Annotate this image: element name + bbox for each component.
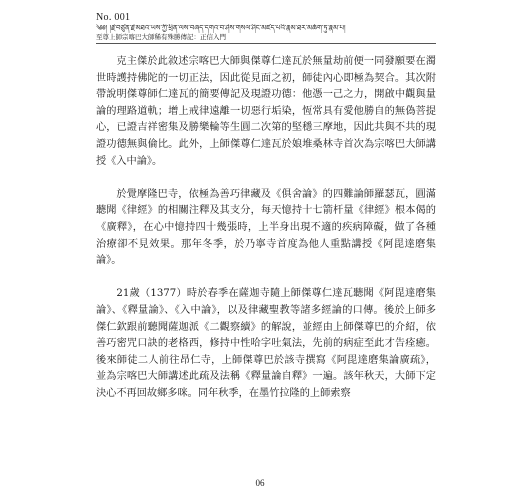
page-number: 06 [255,478,265,488]
header-rule [96,43,436,44]
paragraph-3: 21歲（1377）時於春季在薩迦寺隨上師傑尊仁達瓦聽聞《阿毘達磨集論》、《釋量論》、《入中論》，以及律藏聖教等諸多經論的口傳。後於上師多傑仁欽跟前聽聞薩迦派《二觀察續》的解說，並經由上師傑尊巴的介紹，依善巧密咒口訣的老格西，修持中性哈字吐氣法，先前的病症至此才告痊癒。後來師徒二人前往昂仁寺，上師傑尊巴於該寺撰寫《阿毘達磨集論廣疏》，並為宗喀巴大師講述此疏及法稱《釋量論自釋》一遍。該年秋天，大師下定決心不再回故鄉多咪。同年秋季，在墨竹拉隆的上師索察 [96,288,436,399]
paragraph-2: 於覺摩隆巴寺，依極為善巧律藏及《俱舍論》的四難論師羅瑟瓦，圓滿聽聞《律經》的相關注釋及其支分，每天憶持十七箭杆量《律經》根本偈的《廣釋》，在心中憶持四十幾張時，上半身出現不適的疾病障礙，做了各種治療卻不見效果。那年冬季，於乃寧寺首度為他人重點講授《阿毘達磨集論》。 [96,188,436,267]
paragraph-1: 克主傑於此敘述宗喀巴大師與傑尊仁達瓦於無量劫前便一同發願要在濁世時護持佛陀的一切正法，因此從見面之初，師徒內心即極為契合。其次附帶說明傑尊師仁達瓦的簡要傳記及現證功德：他憑一己之力，開啟中觀與量論的理路道軌；增上戒律遠離一切惡行垢染，恆常具有愛他勝自的無偽菩提心，已證吉祥密集及勝樂輪等生圓二次第的堅穩三摩地，因此共與不共的現證功德無與倫比。此外，上師傑尊仁達瓦於娘堆桑林寺首次為宗喀巴大師講授《入中論》。 [96,56,436,167]
running-header-tibetan: ༄༅། །རྗེ་བཙུན་རྗེ་མཐའ་ཡས་ཀྱི་ཕྲིན་ལས་བཞད་དགའ་བ་ཤེས་གསལ་ཤིང་མཛད་པའི་རྣམ་ཐར་མཆོག་ཏུ་རྣམ་པ། [96,24,346,32]
document-number: No. 001 [96,12,131,23]
body-text [96,54,436,419]
running-header-chinese: 至尊上師宗喀巴大師稀有殊勝傳記：正信入門 [96,33,226,41]
